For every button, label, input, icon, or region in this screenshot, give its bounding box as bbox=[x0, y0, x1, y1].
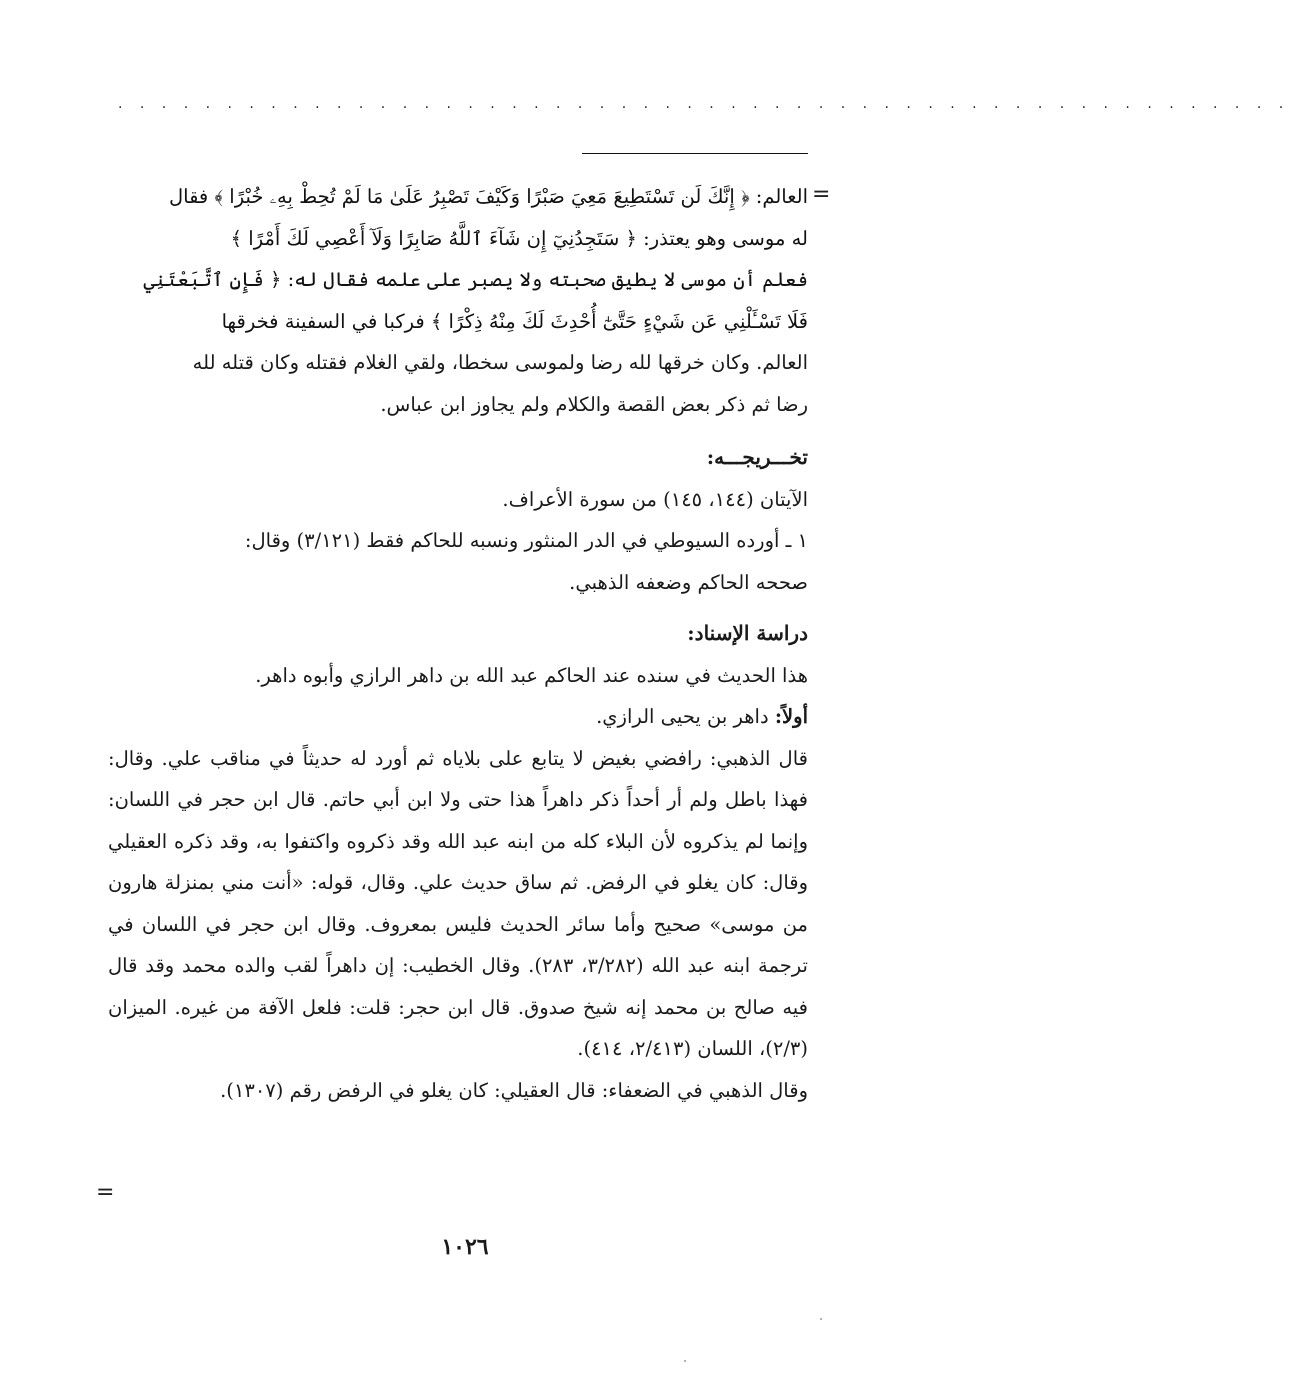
continuation-marker-bottom: = bbox=[96, 1180, 115, 1205]
continuation-marker-top: = bbox=[812, 182, 831, 207]
story-line: العالم: ﴿ إِنَّكَ لَن تَسْتَطِيعَ مَعِيَ صَبْرًا وَكَيْفَ تَصْبِرُ عَلَىٰ مَا لَمْ تُحِطْ بِهِۦ خُبْرًا ﴾ فقال bbox=[168, 185, 808, 208]
takhrij-item-line: ١ ـ أورده السيوطي في الدر المنثور ونسبه للحاكم فقط (٣/١٢١) وقال: bbox=[244, 529, 808, 552]
takhrij-heading: تخـــريجـــه: bbox=[706, 445, 808, 469]
takhrij-item-line: صححه الحاكم وضعفه الذهبي. bbox=[569, 570, 808, 594]
scan-speck bbox=[684, 1360, 686, 1362]
isnad-heading: دراسة الإسناد: bbox=[687, 621, 808, 645]
isnad-paragraph: وقال الذهبي في الضعفاء: قال العقيلي: كان يغلو في الرفض رقم (١٣٠٧). bbox=[220, 1078, 808, 1102]
page-body bbox=[108, 176, 808, 1111]
story-line: العالم. وكان خرقها لله رضا ولموسى سخطا، ولقي الغلام فقتله وكان قتله لله bbox=[192, 351, 808, 374]
first-narrator-name: داهر بن يحيى الرازي. bbox=[596, 705, 769, 728]
isnad-first-narrator bbox=[108, 696, 808, 738]
page-number: ١٠٢٦ bbox=[441, 1234, 489, 1260]
story-line: له موسى وهو يعتذر: ﴿ سَتَجِدُنِيٓ إِن شَآءَ ٱللَّهُ صَابِرًا وَلَآ أَعْصِي لَكَ أَمْرًا ﴾ bbox=[230, 226, 808, 250]
scan-speck bbox=[820, 1318, 822, 1320]
story-line: فعلم أن موسى لا يطيق صحبته ولا يصبر على علمه فقال له: ﴿ فَإِنِ ٱتَّبَعْتَنِي bbox=[143, 268, 808, 291]
dotted-header-line: . . . . . . . . . . . . . . . . . . . . . . . . . . . . . . . . . . . . . . . . . . . . . . . . . . . . . . bbox=[118, 96, 1290, 112]
story-line: رضا ثم ذكر بعض القصة والكلام ولم يجاوز ابن عباس. bbox=[380, 392, 808, 416]
story-paragraph bbox=[108, 176, 808, 425]
footnote-separator-rule bbox=[582, 153, 808, 154]
isnad-paragraph: قال الذهبي: رافضي بغيض لا يتابع على بلاياه ثم أورد له حديثاً في مناقب علي. وقال: فهذا باطل ولم أر أحداً ذكر داهراً هذا حتى ولا ابن أبي حاتم. قال ابن حجر في اللسان: وإنما لم يذكروه لأن البلاء كله من ابنه عبد الله وقد ذكروه واكتفوا به، وقد ذكره العقيلي وقال: كان يغلو في الرفض. ثم ساق حديث علي. وقال، قوله: «أنت مني بمنزلة هارون من موسى» صحيح وأما سائر الحديث فليس بمعروف. وقال ابن حجر في اللسان في ترجمة ابنه عبد الله (٣/٢٨٢، ٢٨٣). وقال الخطيب: إن داهراً لقب والده محمد وقد قال فيه صالح بن محمد إنه شيخ صدوق. قال ابن حجر: قلت: فلعل الآفة من غيره. الميزان (٢/٣)، اللسان (٢/٤١٣، ٤١٤). bbox=[108, 746, 808, 1060]
takhrij-verses: الآيتان (١٤٤، ١٤٥) من سورة الأعراف. bbox=[502, 487, 808, 511]
first-label: أولاً: bbox=[774, 705, 808, 728]
isnad-intro: هذا الحديث في سنده عند الحاكم عبد الله بن داهر الرازي وأبوه داهر. bbox=[255, 663, 808, 687]
story-line: فَلَا تَسْـَٔلْنِي عَن شَيْءٍ حَتَّىٰٓ أُحْدِثَ لَكَ مِنْهُ ذِكْرًا ﴾ فركبا في السفينة فخرقها bbox=[221, 309, 808, 333]
